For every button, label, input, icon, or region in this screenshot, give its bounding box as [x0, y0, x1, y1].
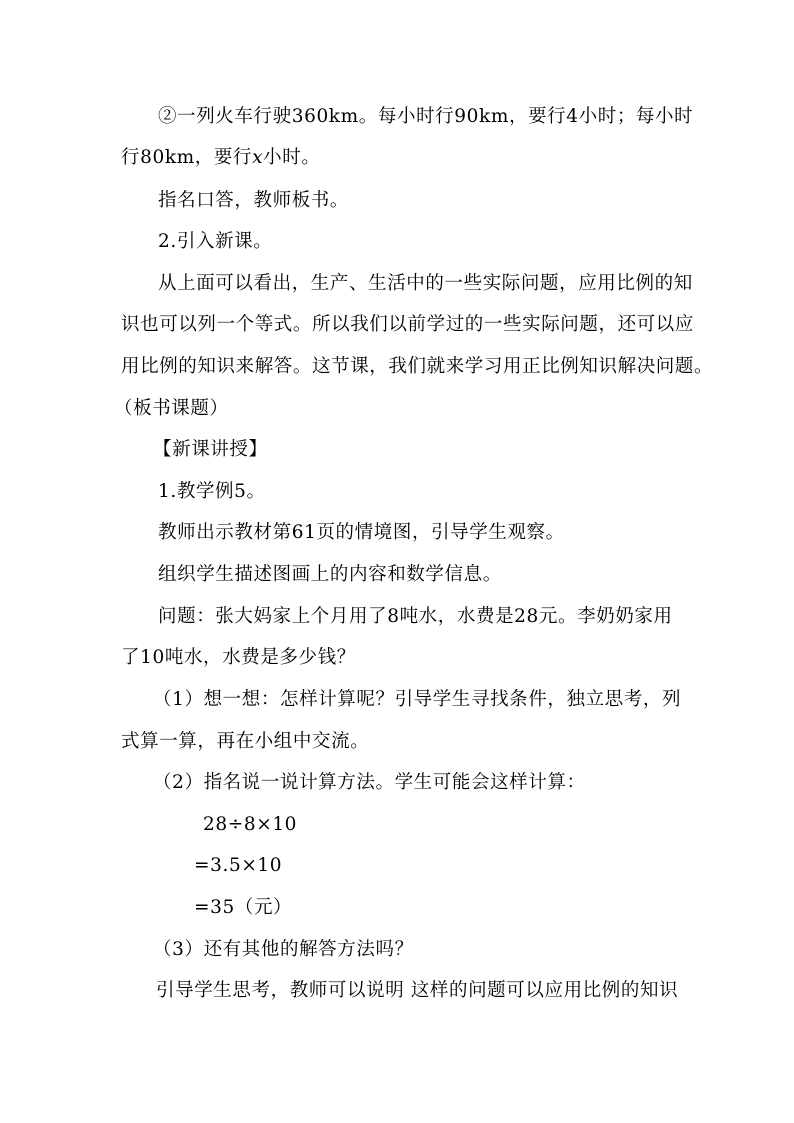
paragraph-line: 组织学生描述图画上的内容和数学信息。: [158, 564, 502, 585]
paragraph-line: （1）想一想：怎样计算呢？引导学生寻找条件，独立思考，列: [153, 689, 682, 710]
text-segment: 行80km，要行: [121, 147, 253, 168]
paragraph-line: （板书课题）: [114, 398, 229, 419]
section-heading: 2.引入新课。: [158, 231, 273, 252]
paragraph-line: 识也可以列一个等式。所以我们以前学过的一些实际问题，还可以应: [121, 314, 695, 335]
paragraph-line: 式算一算，再在小组中交流。: [121, 731, 370, 752]
paragraph-line: 教师出示教材第61页的情境图，引导学生观察。: [158, 522, 565, 543]
text-segment: 小时。: [263, 147, 321, 168]
section-heading: 【新课讲授】: [153, 439, 268, 460]
equation-line: =3.5×10: [194, 855, 283, 876]
equation-line: 28÷8×10: [203, 814, 298, 835]
paragraph-line: 用比例的知识来解答。这节课，我们就来学习用正比例知识解决问题。: [121, 356, 714, 377]
paragraph-line: ②一列火车行驶360km。每小时行90km，要行4小时；每小时: [158, 106, 694, 127]
equation-line: =35（元）: [194, 897, 293, 918]
paragraph-line: 从上面可以看出，生产、生活中的一些实际问题，应用比例的知: [158, 273, 693, 294]
paragraph-line: 问题：张大妈家上个月用了8吨水，水费是28元。李奶奶家用: [158, 606, 673, 627]
paragraph-line: 指名口答，教师板书。: [158, 190, 350, 211]
paragraph-line: （2）指名说一说计算方法。学生可能会这样计算：: [153, 772, 586, 793]
paragraph-line: 引导学生思考，教师可以说明 这样的问题可以应用比例的知识: [156, 980, 679, 1001]
math-variable: x: [252, 147, 264, 168]
paragraph-line: （3）还有其他的解答方法吗？: [153, 939, 414, 960]
section-heading: 1.教学例5。: [158, 481, 266, 502]
paragraph-line: [0, 143, 794, 173]
paragraph-line: 了10吨水，水费是多少钱？: [121, 647, 356, 668]
